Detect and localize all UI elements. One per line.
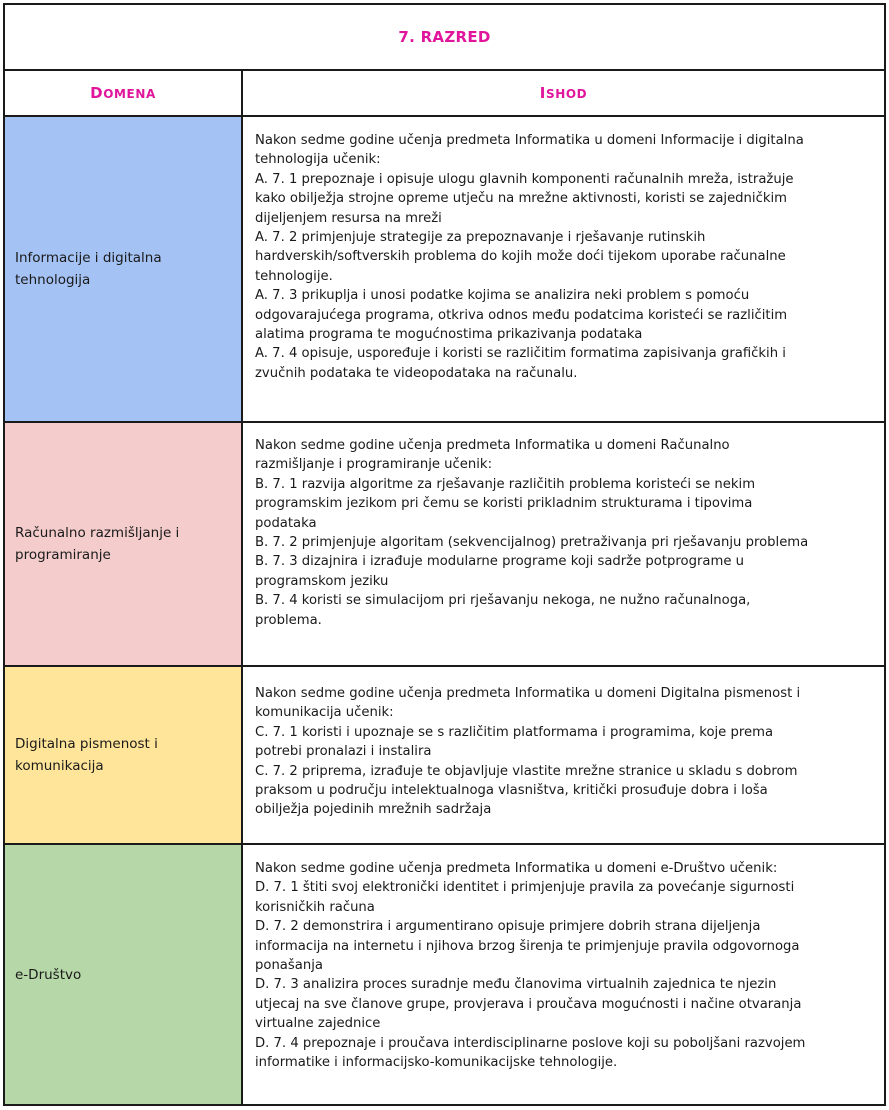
domain-label: Računalno razmišljanje i programiranje xyxy=(15,525,180,563)
outcome-line: Nakon sedme godine učenja predmeta Informatika u domeni Informacije i digitalna xyxy=(255,133,804,148)
outcome-line: informatike i informacijsko-komunikacijske tehnologije. xyxy=(255,1055,618,1071)
outcome-cell-digitalna xyxy=(243,667,884,845)
outcome-line: hardverskih/softverskih problema do kojih može doći tijekom uporabe računalne xyxy=(255,249,786,265)
outcome-line: zvučnih podataka te videopodataka na računalu. xyxy=(255,365,578,381)
outcome-line: A. 7. 1 prepoznaje i opisuje ulogu glavnih komponenti računalnih mreža, istražuje xyxy=(255,171,794,187)
outcome-line: programskom jeziku xyxy=(255,573,389,589)
outcome-line: kako obilježja strojne opreme utječu na mrežne aktivnosti, koristi se zajedničkim xyxy=(255,191,787,207)
outcome-line: korisničkih računa xyxy=(255,899,375,915)
outcome-cell-racunalno xyxy=(243,423,884,667)
outcome-line: B. 7. 2 primjenjuje algoritam (sekvencijalnog) pretraživanja pri rješavanju problema xyxy=(255,535,809,551)
outcome-line: programskim jezikom pri čemu se koristi prikladnim strukturama i tipovima xyxy=(255,496,753,512)
header-ishod-label: ISHOD xyxy=(539,84,588,102)
curriculum-table xyxy=(3,3,886,1106)
outcome-line: razmišljanje i programiranje učenik: xyxy=(255,457,493,473)
outcome-line: A. 7. 4 opisuje, uspoređuje i koristi se različitim formatima zapisivanja grafičkih i xyxy=(255,346,786,362)
header-ishod xyxy=(243,71,884,117)
outcome-line: praksom u području intelektualnoga vlasništva, kritički prosuđuje dobra i loša xyxy=(255,783,768,799)
outcome-line: informacija na internetu i njihova brzog širenja te primjenjuje pravila odgovornoga xyxy=(255,938,800,954)
domain-label: Informacije i digitalna tehnologija xyxy=(15,250,162,288)
outcome-line: A. 7. 3 prikuplja i unosi podatke kojima se analizira neki problem s pomoću xyxy=(255,288,750,304)
outcome-line: B. 7. 4 koristi se simulacijom pri rješavanju nekoga, ne nužno računalnoga, xyxy=(255,593,751,609)
outcome-line: potrebi pronalazi i instalira xyxy=(255,744,432,760)
domain-cell-digitalna xyxy=(5,667,243,845)
outcome-line: dijeljenjem resursa na mreži xyxy=(255,210,442,226)
outcome-line: tehnologija učenik: xyxy=(255,152,381,168)
outcome-line: utjecaj na sve članove grupe, provjerava i proučava mogućnosti i načine otvaranja xyxy=(255,996,802,1012)
outcome-line: podataka xyxy=(255,515,317,531)
outcome-line: komunikacija učenik: xyxy=(255,705,394,721)
outcome-line: tehnologije. xyxy=(255,268,333,284)
domain-cell-edrustvo xyxy=(5,845,243,1104)
table-title: 7. RAZRED xyxy=(5,5,884,71)
outcome-line: virtualne zajednice xyxy=(255,1016,381,1032)
outcome-cell-informacije xyxy=(243,117,884,423)
outcome-line: odgovarajućega programa, otkriva odnos među podatcima koristeći se različitim xyxy=(255,307,788,323)
outcome-line: A. 7. 2 primjenjuje strategije za prepoznavanje i rješavanje rutinskih xyxy=(255,230,706,246)
domain-label: Digitalna pismenost i komunikacija xyxy=(15,736,158,774)
outcome-line: ponašanja xyxy=(255,958,323,974)
outcome-line: D. 7. 1 štiti svoj elektronički identitet i primjenjuje pravila za povećanje sigurnosti xyxy=(255,880,795,896)
outcome-line: problema. xyxy=(255,612,322,628)
outcome-line: C. 7. 1 koristi i upoznaje se s različitim platformama i programima, koje prema xyxy=(255,724,774,740)
outcome-line: B. 7. 1 razvija algoritme za rješavanje različitih problema koristeći se nekim xyxy=(255,476,756,492)
domain-cell-racunalno xyxy=(5,423,243,667)
outcome-line: Nakon sedme godine učenja predmeta Informatika u domeni e-Društvo učenik: xyxy=(255,861,778,876)
domain-cell-informacije xyxy=(5,117,243,423)
outcome-line: alatima programa te mogućnostima prikazivanja podataka xyxy=(255,327,643,343)
domain-label: e-Društvo xyxy=(15,966,82,983)
outcome-line: Nakon sedme godine učenja predmeta Informatika u domeni Digitalna pismenost i xyxy=(255,686,801,701)
outcome-line: D. 7. 2 demonstrira i argumentirano opisuje primjere dobrih strana dijeljenja xyxy=(255,919,761,935)
outcome-line: D. 7. 4 prepoznaje i proučava interdisciplinarne poslove koji su poboljšani razvojem xyxy=(255,1035,806,1051)
header-domena xyxy=(5,71,243,117)
outcome-cell-edrustvo xyxy=(243,845,884,1104)
outcome-line: D. 7. 3 analizira proces suradnje među članovima virtualnih zajednica te njezin xyxy=(255,977,777,993)
outcome-line: obilježja pojedinih mrežnih sadržaja xyxy=(255,802,492,818)
outcome-line: B. 7. 3 dizajnira i izrađuje modularne programe koji sadrže potprograme u xyxy=(255,554,744,570)
outcome-line: Nakon sedme godine učenja predmeta Informatika u domeni Računalno xyxy=(255,438,730,453)
header-domena-label: DOMENA xyxy=(90,84,156,102)
outcome-line: C. 7. 2 priprema, izrađuje te objavljuje vlastite mrežne stranice u skladu s dobrom xyxy=(255,763,798,779)
